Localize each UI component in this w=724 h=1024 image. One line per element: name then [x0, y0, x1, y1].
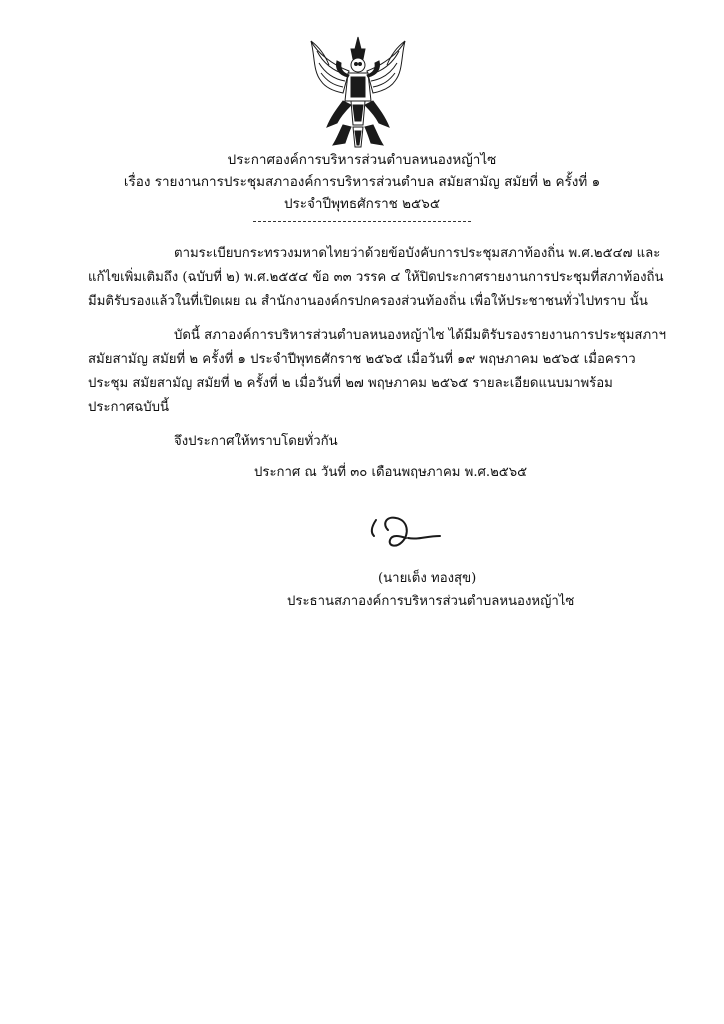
paragraph-2-line-3: ประชุม สมัยสามัญ สมัยที่ ๒ ครั้งที่ ๒ เมื่อวันที่ ๒๗ พฤษภาคม ๒๕๖๕ รายละเอียดแนบมาพร้อม	[88, 376, 613, 391]
paragraph-2-line-4: ประกาศฉบับนี้	[88, 400, 170, 415]
handwritten-signature-icon	[360, 508, 450, 556]
garuda-emblem-icon	[303, 35, 413, 150]
header-divider	[253, 221, 471, 222]
announcement-subject: เรื่อง รายงานการประชุมสภาองค์การบริหารส่วนตำบล สมัยสามัญ สมัยที่ ๒ ครั้งที่ ๑	[123, 174, 601, 190]
signatory-name: (นายเต็ง ทองสุข)	[378, 571, 477, 586]
paragraph-2-line-2: สมัยสามัญ สมัยที่ ๒ ครั้งที่ ๑ ประจำปีพุทธศักราช ๒๕๖๕ เมื่อวันที่ ๑๙ พฤษภาคม ๒๕๖๕ เมื่อคราว	[88, 352, 636, 367]
announcement-title: ประกาศองค์การบริหารส่วนตำบลหนองหญ้าไซ	[227, 152, 497, 168]
paragraph-1-line-3: มีมติรับรองแล้วในที่เปิดเผย ณ สำนักงานองค์กรปกครองส่วนท้องถิ่น เพื่อให้ประชาชนทั่วไปทราบ นั้น	[88, 294, 648, 309]
closing-statement: จึงประกาศให้ทราบโดยทั่วกัน	[174, 434, 338, 449]
paragraph-2-line-1: บัดนี้ สภาองค์การบริหารส่วนตำบลหนองหญ้าไซ ได้มีมติรับรองรายงานการประชุมสภาฯ	[174, 328, 666, 343]
signatory-title: ประธานสภาองค์การบริหารส่วนตำบลหนองหญ้าไซ	[287, 594, 575, 609]
paragraph-1-line-1: ตามระเบียบกระทรวงมหาดไทยว่าด้วยข้อบังคับการประชุมสภาท้องถิ่น พ.ศ.๒๕๔๗ และ	[174, 246, 661, 261]
paragraph-1-line-2: แก้ไขเพิ่มเติมถึง (ฉบับที่ ๒) พ.ศ.๒๕๕๔ ข้อ ๓๓ วรรค ๔ ให้ปิดประกาศรายงานการประชุมที่สภาท้องถิ่น	[88, 270, 664, 285]
announcement-date: ประกาศ ณ วันที่ ๓๐ เดือนพฤษภาคม พ.ศ.๒๕๖๕	[254, 465, 528, 480]
announcement-year: ประจำปีพุทธศักราช ๒๕๖๕	[283, 196, 441, 212]
